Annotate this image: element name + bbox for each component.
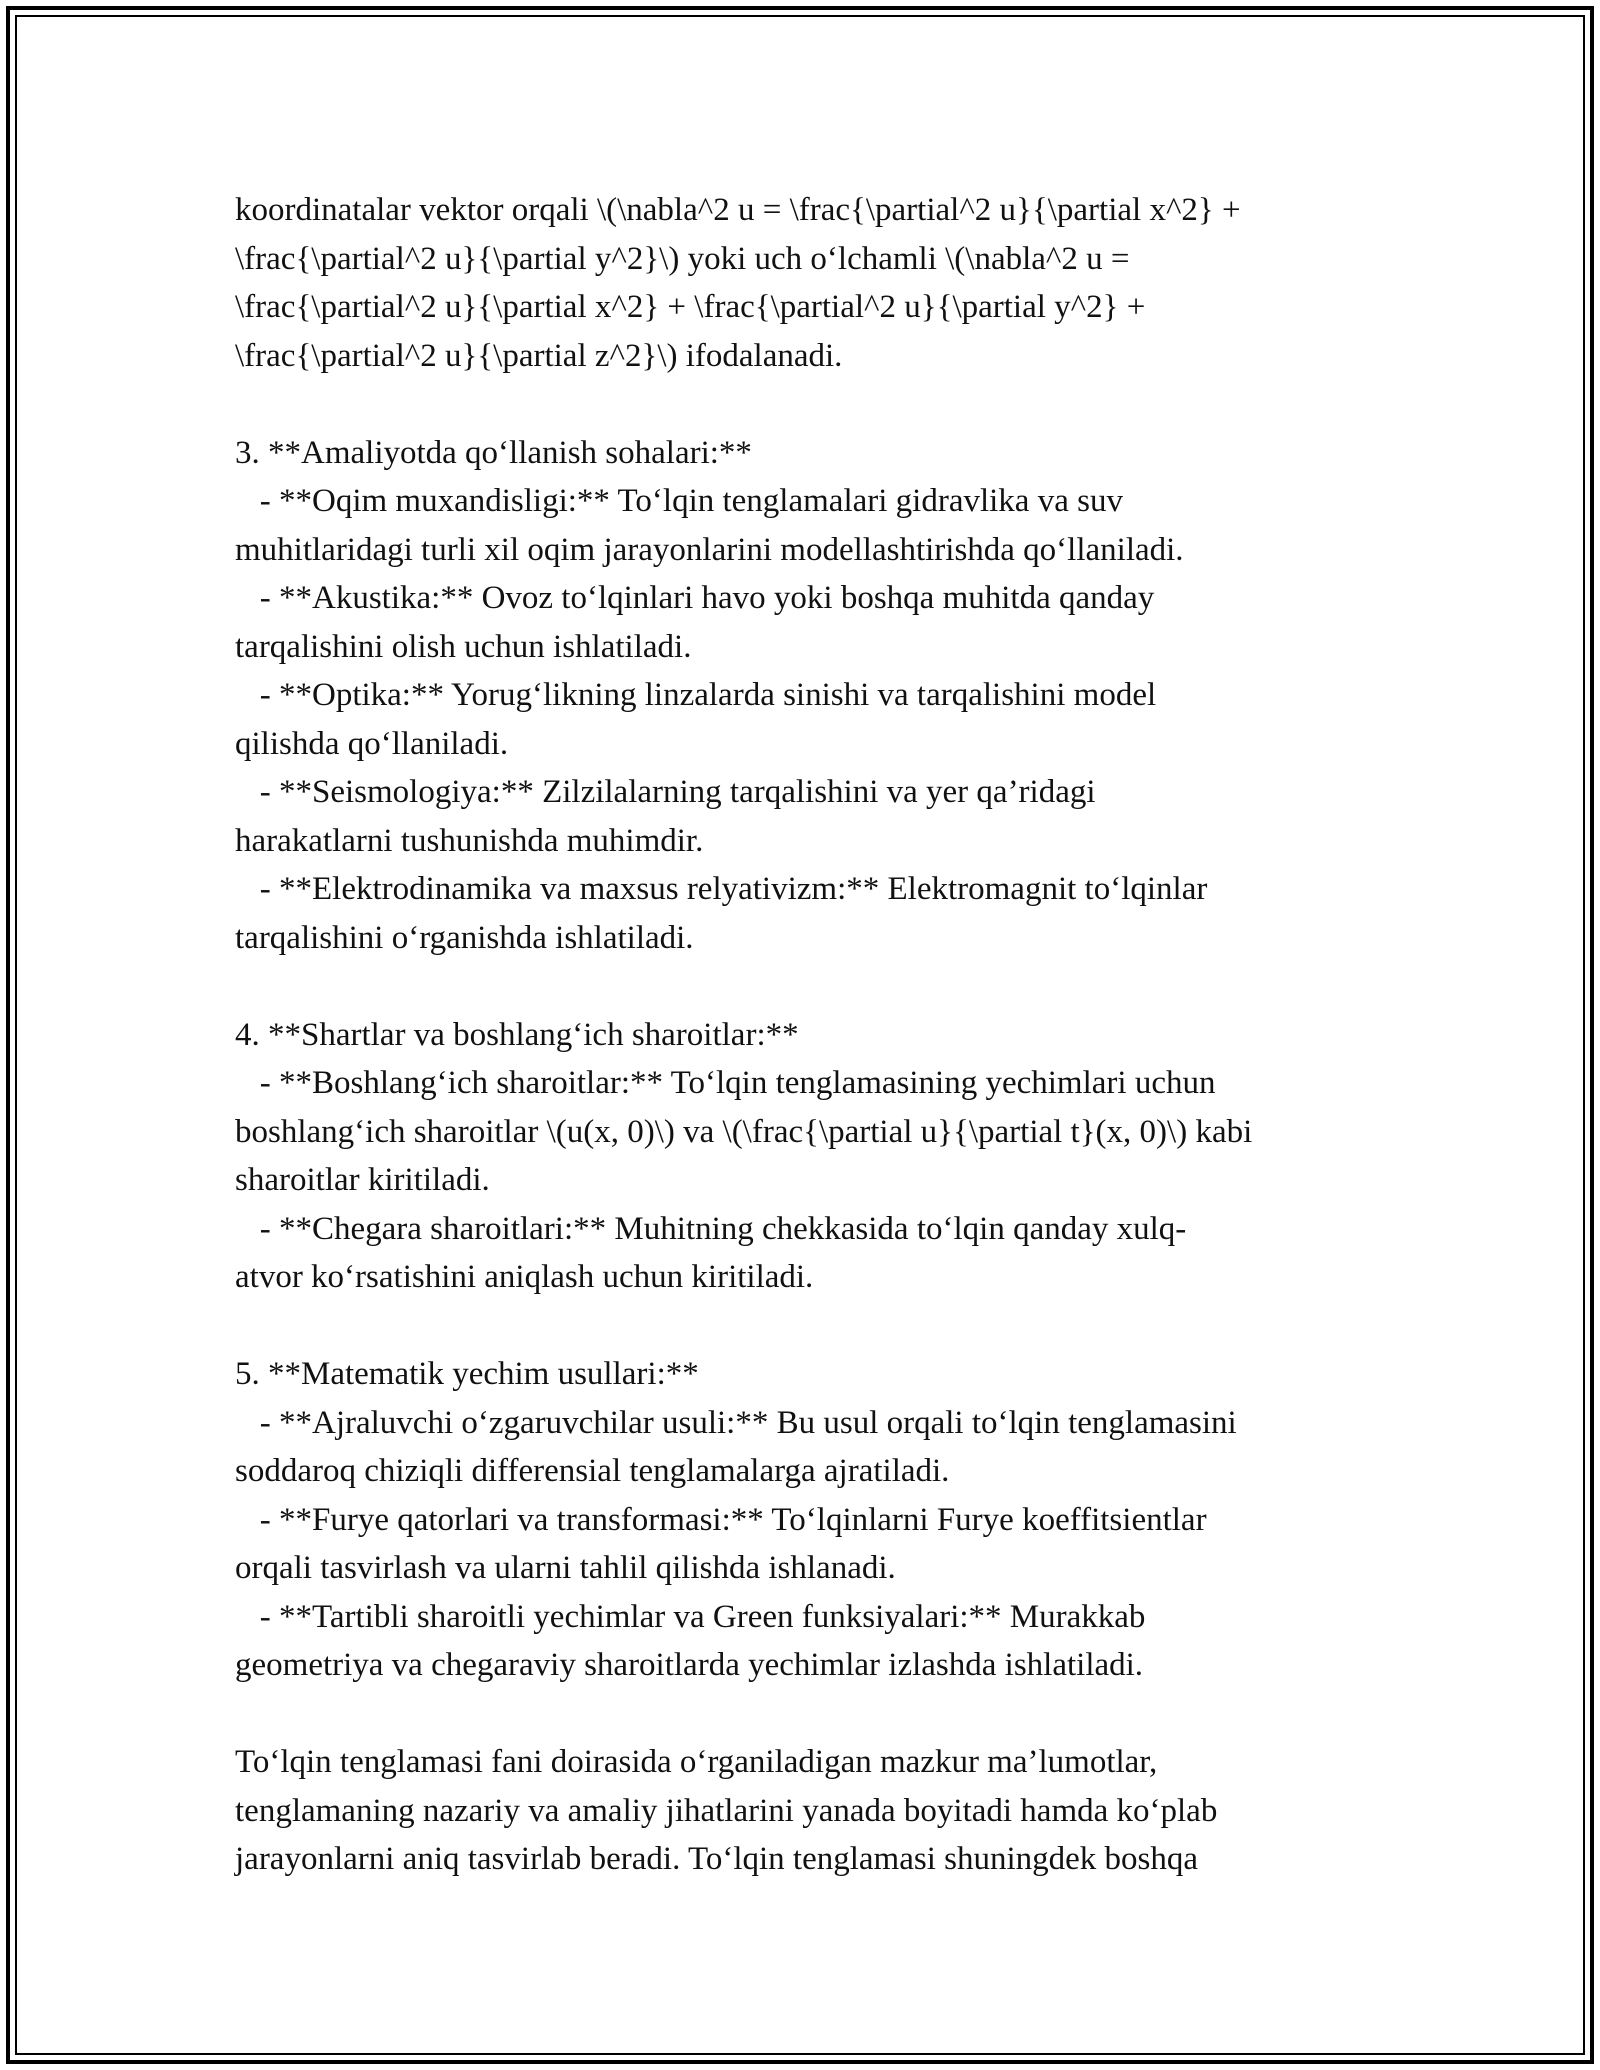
list-item: - **Optika:** Yorug‘likning linzalarda sinishi va tarqalishini model	[235, 677, 1157, 713]
list-item: - **Chegara sharoitlari:** Muhitning chekkasida to‘lqin qanday xulq-	[235, 1210, 1187, 1247]
text-line: atvor ko‘rsatishini aniqlash uchun kiritiladi.	[235, 1259, 814, 1295]
list-item: - **Akustika:** Ovoz to‘lqinlari havo yoki boshqa muhitda qanday	[235, 580, 1155, 616]
text-line: harakatlarni tushunishda muhimdir.	[235, 822, 704, 859]
text-line: sharoitlar kiritiladi.	[235, 1162, 490, 1198]
text-line: koordinatalar vektor orqali \(\nabla^2 u = \frac{\partial^2 u}{\partial x^2} +	[235, 192, 1241, 228]
section-heading: 4. **Shartlar va boshlang‘ich sharoitlar:**	[235, 1016, 799, 1053]
text-line: To‘lqin tenglamasi fani doirasida o‘rganiladigan mazkur ma’lumotlar,	[235, 1744, 1158, 1780]
list-item: - **Furye qatorlari va transformasi:** To‘lqinlarni Furye koeffitsientlar	[235, 1501, 1207, 1538]
text-line: geometriya va chegaraviy sharoitlarda yechimlar izlashda ishlatiladi.	[235, 1647, 1144, 1683]
list-item: - **Oqim muxandisligi:** To‘lqin tenglamalari gidravlika va suv	[235, 483, 1123, 519]
list-item: - **Boshlang‘ich sharoitlar:** To‘lqin tenglamasining yechimlari uchun	[235, 1065, 1216, 1101]
text-line: boshlang‘ich sharoitlar \(u(x, 0)\) va \(\frac{\partial u}{\partial t}(x, 0)\) kabi	[235, 1113, 1253, 1150]
text-line: \frac{\partial^2 u}{\partial x^2} + \frac{\partial^2 u}{\partial y^2} +	[235, 289, 1146, 325]
text-line: tenglamaning nazariy va amaliy jihatlarini yanada boyitadi hamda ko‘plab	[235, 1792, 1218, 1829]
text-line: orqali tasvirlash va ularni tahlil qilishda ishlanadi.	[235, 1550, 896, 1586]
blank-line	[235, 1302, 1385, 1351]
blank-line	[235, 1690, 1385, 1739]
section-heading: 5. **Matematik yechim usullari:**	[235, 1356, 699, 1392]
text-line: jarayonlarni aniq tasvirlab beradi. To‘lqin tenglamasi shuningdek boshqa	[235, 1841, 1199, 1877]
text-line: qilishda qo‘llaniladi.	[235, 725, 509, 762]
list-item: - **Seismologiya:** Zilzilalarning tarqalishini va yer qa’ridagi	[235, 774, 1096, 810]
text-line: soddaroq chiziqli differensial tenglamalarga ajratiladi.	[235, 1453, 950, 1489]
text-line: \frac{\partial^2 u}{\partial z^2}\) ifodalanadi.	[235, 337, 843, 374]
list-item: - **Tartibli sharoitli yechimlar va Green funksiyalari:** Murakkab	[235, 1598, 1146, 1635]
list-item: - **Elektrodinamika va maxsus relyativizm:** Elektromagnit to‘lqinlar	[235, 871, 1208, 907]
document-body	[235, 186, 1385, 1884]
text-line: muhitlaridagi turli xil oqim jarayonlarini modellashtirishda qo‘llaniladi.	[235, 531, 1184, 568]
section-heading: 3. **Amaliyotda qo‘llanish sohalari:**	[235, 434, 752, 471]
text-line: tarqalishini olish uchun ishlatiladi.	[235, 628, 692, 665]
blank-line	[235, 380, 1385, 429]
blank-line	[235, 962, 1385, 1011]
list-item: - **Ajraluvchi o‘zgaruvchilar usuli:** Bu usul orqali to‘lqin tenglamasini	[235, 1404, 1237, 1441]
text-line: \frac{\partial^2 u}{\partial y^2}\) yoki uch o‘lchamli \(\nabla^2 u =	[235, 240, 1130, 277]
text-line: tarqalishini o‘rganishda ishlatiladi.	[235, 919, 694, 956]
